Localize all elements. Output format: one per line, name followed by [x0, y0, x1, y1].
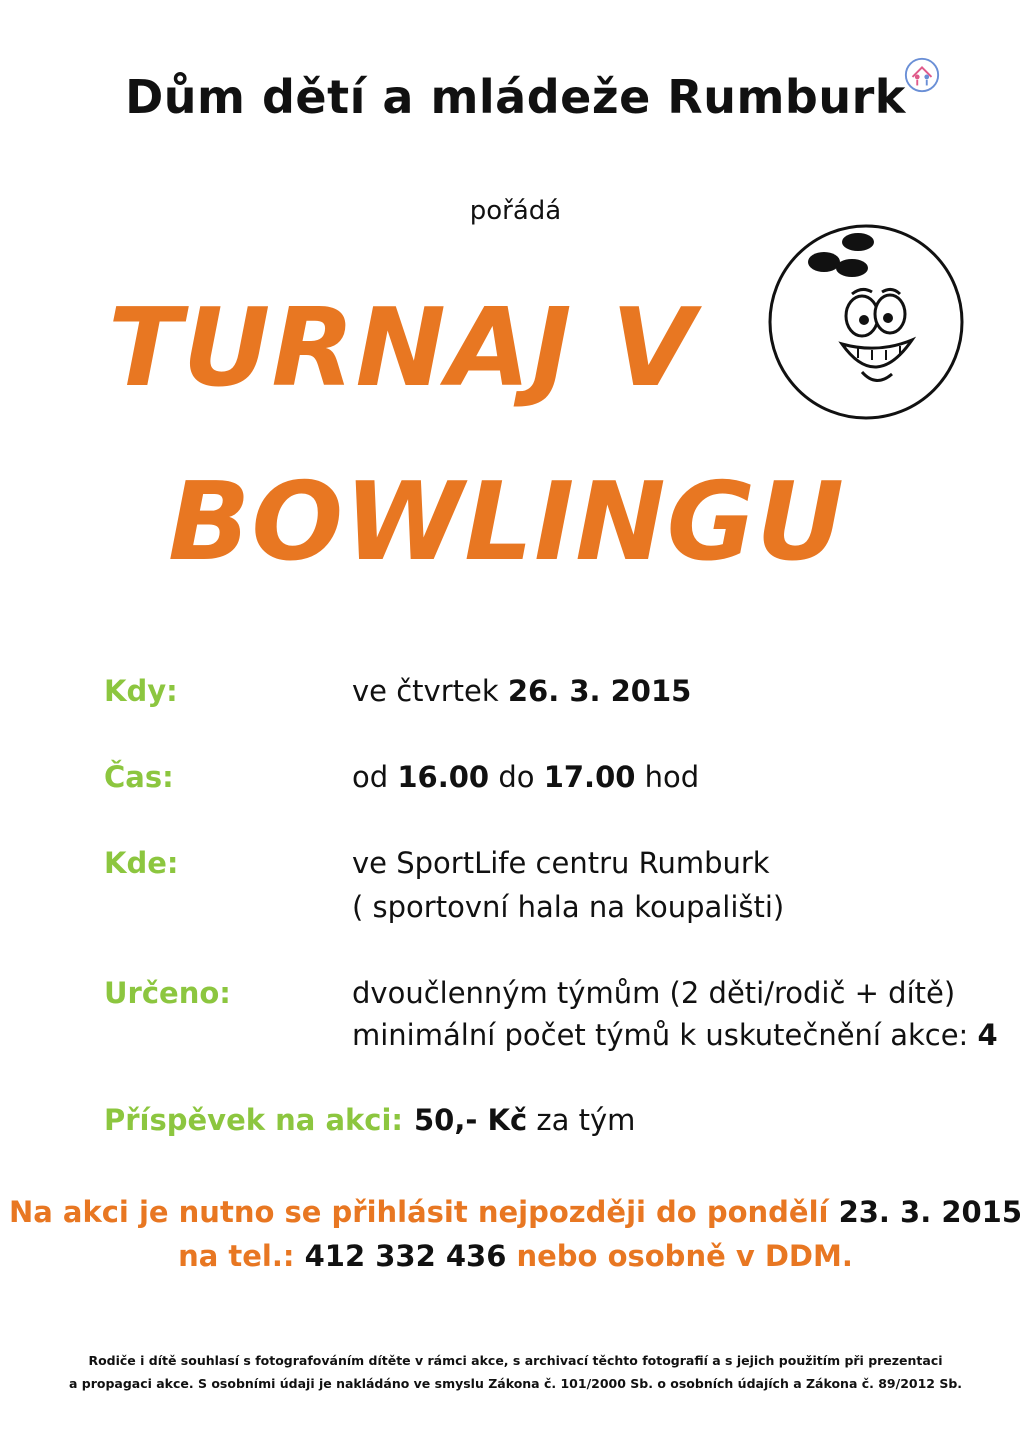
where-line-2: ( sportovní hala na koupališti): [352, 890, 785, 924]
when-label: Kdy:: [104, 674, 178, 708]
notice-date: 23. 3. 2015: [838, 1195, 1023, 1229]
notice-line-2: [0, 1234, 1031, 1278]
for-min-teams-count: 4: [977, 1018, 998, 1052]
notice-text: Na akci je nutno se přihlásit nejpozději do pondělí: [8, 1195, 839, 1229]
headline-line-1: TURNAJ V: [108, 286, 696, 411]
presents-text: pořádá: [469, 196, 562, 226]
when-value: [352, 674, 691, 708]
consent-footer: [0, 1349, 1031, 1395]
time-to-word: do: [489, 760, 544, 794]
notice-suffix: nebo osobně v DDM.: [506, 1239, 853, 1273]
where-label: Kde:: [104, 846, 179, 880]
footer-line-1: Rodiče i dítě souhlasí s fotografováním dítěte v rámci akce, s archivací těchto fotografií a s jejich použitím při prezentaci: [88, 1353, 943, 1368]
notice-line-1: [0, 1190, 1031, 1234]
time-unit: hod: [635, 760, 700, 794]
fee-value: [414, 1103, 635, 1137]
for-line-2: [352, 1018, 998, 1052]
time-label: Čas:: [104, 760, 174, 794]
when-date: 26. 3. 2015: [507, 674, 692, 708]
smiling-bowling-ball-icon: [766, 222, 966, 422]
for-min-teams-text: minimální počet týmů k uskutečnění akce:: [352, 1018, 978, 1052]
time-value: [352, 760, 699, 794]
ddm-logo-icon: [903, 56, 941, 94]
where-line-1: ve SportLife centru Rumburk: [352, 846, 770, 880]
time-from: 16.00: [397, 760, 490, 794]
headline-line-2: BOWLINGU: [168, 460, 845, 585]
footer-line-2: a propagaci akce. S osobními údaji je nakládáno ve smyslu Zákona č. 101/2000 Sb. o osobních údajích a Zákona č. 89/2012 Sb.: [68, 1376, 963, 1391]
notice-phone: 412 332 436: [304, 1239, 507, 1273]
when-prefix: ve čtvrtek: [352, 674, 508, 708]
time-to: 17.00: [543, 760, 636, 794]
notice-phone-prefix: na tel.:: [178, 1239, 305, 1273]
registration-notice: [0, 1190, 1031, 1278]
fee-suffix: za tým: [527, 1103, 636, 1137]
for-label: Určeno:: [104, 976, 231, 1010]
organizer-title: Dům dětí a mládeže Rumburk: [125, 70, 906, 124]
fee-amount: 50,- Kč: [414, 1103, 528, 1137]
for-line-1: dvoučlenným týmům (2 děti/rodič + dítě): [352, 976, 956, 1010]
fee-label: Příspěvek na akci:: [104, 1103, 404, 1137]
time-from-word: od: [352, 760, 398, 794]
